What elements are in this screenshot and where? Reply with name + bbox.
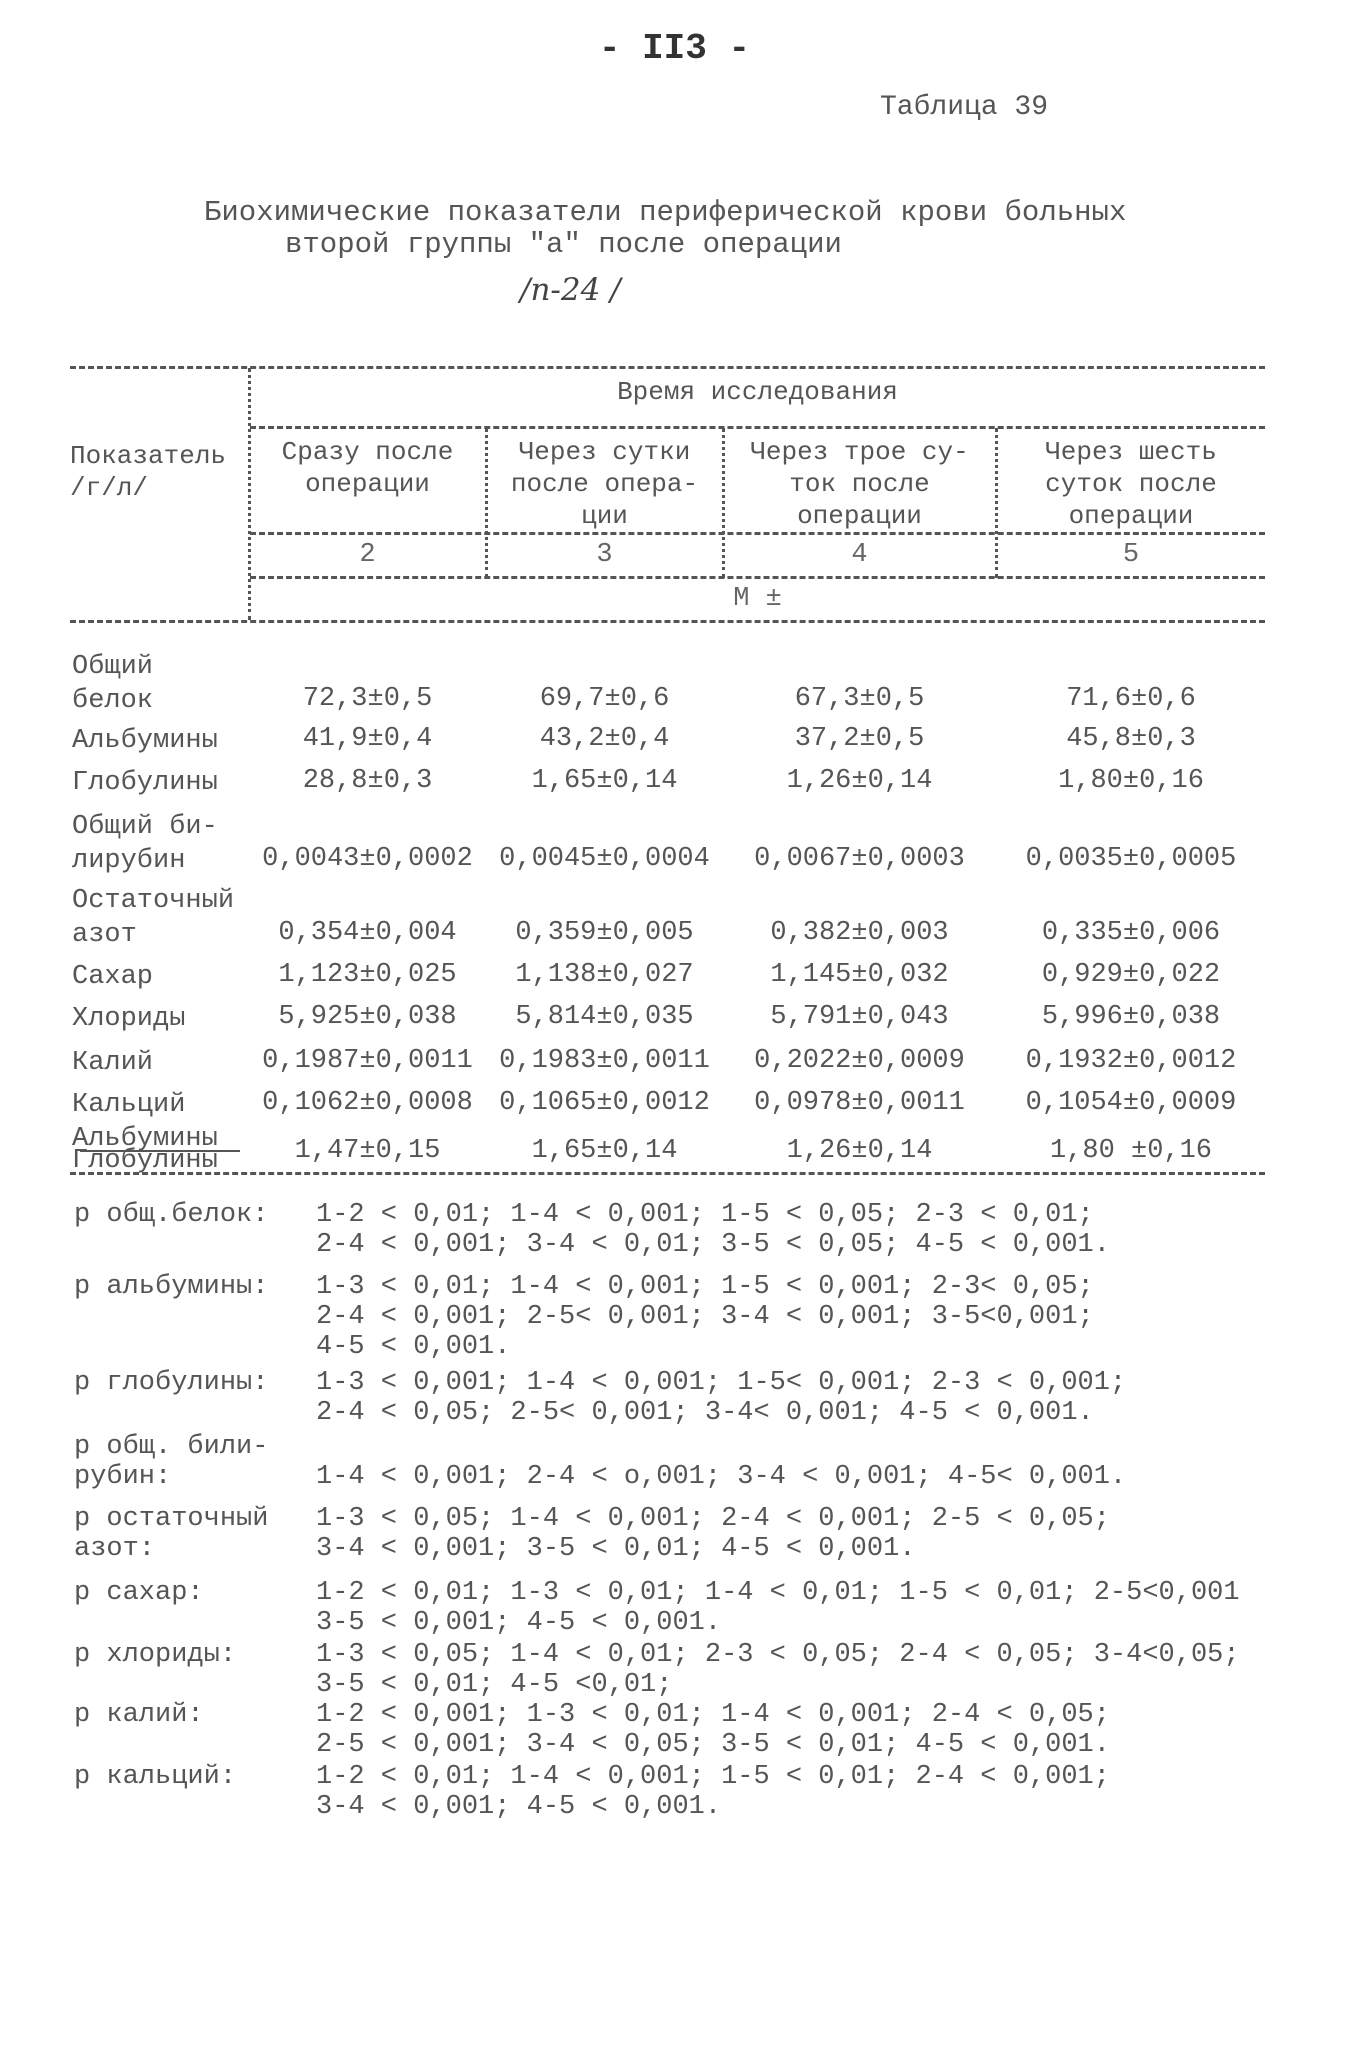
table-cell: 0,0043±0,0002 (262, 844, 473, 874)
p-value-label: р сахар: (74, 1578, 204, 1608)
col-number-5: 5 (1122, 540, 1140, 570)
p-value-label: р общ.белок: (74, 1200, 269, 1230)
row-label: Хлориды (72, 1004, 186, 1034)
sample-size: /n-24 / (520, 272, 621, 308)
table-cell: 1,65±0,14 (531, 1136, 678, 1166)
table-cell: 41,9±0,4 (302, 724, 433, 754)
p-value-label: р калий: (74, 1700, 204, 1730)
table-cell: 71,6±0,6 (1066, 684, 1196, 714)
row-label: Калий (72, 1048, 154, 1078)
table-cell: 1,145±0,032 (770, 960, 949, 990)
col-number-4: 4 (851, 540, 868, 570)
table-cell: 1,138±0,027 (515, 960, 694, 990)
table-cell: 0,0067±0,0003 (754, 844, 965, 874)
table-cell: 1,123±0,025 (278, 960, 457, 990)
table-cell: 5,996±0,038 (1041, 1002, 1221, 1032)
time-group-header: Время исследования (617, 377, 898, 407)
table-cell: 45,8±0,3 (1066, 724, 1196, 754)
header-rule-2 (250, 532, 1265, 535)
p-value-label: р глобулины: (74, 1368, 269, 1398)
row-label: Альбумины Глобулины (72, 1124, 218, 1176)
table-cell: 1,80±0,16 (1058, 766, 1204, 796)
table-cell: 0,354±0,004 (278, 918, 457, 948)
table-cell: 37,2±0,5 (794, 724, 925, 754)
indicator-header: Показатель /г/л/ (70, 441, 227, 503)
table-cell: 0,1065±0,0012 (499, 1088, 710, 1118)
table-cell: 1,47±0,15 (294, 1136, 441, 1166)
header-rule-1 (250, 426, 1265, 429)
table-cell: 0,1932±0,0012 (1025, 1046, 1237, 1076)
row-label: Общий белок (72, 652, 154, 716)
col-header-4: Через трое су- ток после операции (750, 437, 969, 531)
p-value-text: 1-2 < 0,001; 1-3 < 0,01; 1-4 < 0,001; 2-4 < 0,05; 2-5 < 0,001; 3-4 < 0,05; 3-5 < 0,01; 4-5 < 0,001. (316, 1700, 1110, 1760)
col-number-3: 3 (596, 540, 613, 570)
row-label: Альбумины (72, 726, 218, 756)
table-cell: 1,26±0,14 (786, 1136, 933, 1166)
p-value-text: 1-2 < 0,01; 1-4 < 0,001; 1-5 < 0,01; 2-4 < 0,001; 3-4 < 0,001; 4-5 < 0,001. (316, 1762, 1110, 1822)
table-cell: 0,929±0,022 (1041, 960, 1221, 990)
p-value-text: 1-3 < 0,05; 1-4 < 0,01; 2-3 < 0,05; 2-4 < 0,05; 3-4<0,05; 3-5 < 0,01; 4-5 <0,01; (316, 1640, 1240, 1700)
p-value-text: 1-3 < 0,05; 1-4 < 0,001; 2-4 < 0,001; 2-5 < 0,05; 3-4 < 0,001; 3-5 < 0,01; 4-5 < 0,001. (316, 1504, 1110, 1564)
table-cell: 5,925±0,038 (278, 1002, 457, 1032)
row-label: Глобулины (72, 768, 218, 798)
p-value-label: р хлориды: (74, 1640, 237, 1670)
table-cell: 0,0978±0,0011 (754, 1088, 965, 1118)
stat-header: M ± (733, 584, 782, 614)
table-cell: 1,80 ±0,16 (1049, 1136, 1213, 1166)
table-cell: 1,26±0,14 (786, 766, 933, 796)
table-label: Таблица 39 (880, 92, 1049, 123)
col-number-2: 2 (359, 540, 376, 570)
table-cell: 0,1054±0,0009 (1025, 1088, 1237, 1118)
col-header-5: Через шесть суток после операции (1045, 437, 1217, 531)
table-cell: 28,8±0,3 (302, 766, 433, 796)
p-value-text: 1-3 < 0,001; 1-4 < 0,001; 1-5< 0,001; 2-3 < 0,001; 2-4 < 0,05; 2-5< 0,001; 3-4< 0,001; 4-5 < 0,001. (316, 1368, 1127, 1428)
table-cell: 0,1983±0,0011 (499, 1046, 710, 1076)
col-header-3: Через сутки после опера- ции (510, 437, 699, 531)
table-cell: 5,814±0,035 (515, 1002, 694, 1032)
table-cell: 0,359±0,005 (515, 918, 694, 948)
header-rule-3 (250, 576, 1265, 579)
table-title-line2: второй группы "а" после операции (285, 228, 842, 261)
header-bottom-rule (70, 620, 1265, 623)
table-cell: 0,1987±0,0011 (262, 1046, 473, 1076)
table-cell: 0,0035±0,0005 (1025, 844, 1237, 874)
table-bottom-rule (70, 1172, 1265, 1175)
row-label: Кальций (72, 1090, 186, 1120)
fraction-bar (80, 1150, 240, 1152)
col-header-2: Сразу после операции (281, 437, 454, 499)
table-cell: 1,65±0,14 (531, 766, 678, 796)
table-cell: 0,335±0,006 (1041, 918, 1221, 948)
table-cell: 0,2022±0,0009 (754, 1046, 965, 1076)
row-label: Сахар (72, 962, 154, 992)
table-cell: 0,1062±0,0008 (262, 1088, 473, 1118)
row-label: Общий би- лирубин (72, 812, 218, 876)
p-value-text: 1-2 < 0,01; 1-3 < 0,01; 1-4 < 0,01; 1-5 < 0,01; 2-5<0,001 3-5 < 0,001; 4-5 < 0,001. (316, 1578, 1240, 1638)
table-cell: 0,0045±0,0004 (499, 844, 710, 874)
table-cell: 43,2±0,4 (539, 724, 670, 754)
table-cell: 67,3±0,5 (794, 684, 925, 714)
table-cell: 72,3±0,5 (302, 684, 433, 714)
p-value-label: р кальций: (74, 1762, 237, 1792)
p-value-text: 1-3 < 0,01; 1-4 < 0,001; 1-5 < 0,001; 2-3< 0,05; 2-4 < 0,001; 2-5< 0,001; 3-4 < 0,001; 3-5<0,001; 4-5 < 0,001. (316, 1272, 1094, 1362)
table-cell: 0,382±0,003 (770, 918, 949, 948)
page-number: - II3 - (598, 28, 751, 69)
p-value-text: 1-4 < 0,001; 2-4 < o,001; 3-4 < 0,001; 4-5< 0,001. (316, 1462, 1127, 1492)
p-value-label: р остаточный азот: (74, 1504, 269, 1564)
table-cell: 5,791±0,043 (770, 1002, 949, 1032)
p-value-label: р альбумины: (74, 1272, 269, 1302)
p-value-text: 1-2 < 0,01; 1-4 < 0,001; 1-5 < 0,05; 2-3 < 0,01; 2-4 < 0,001; 3-4 < 0,01; 3-5 < 0,05; 4-5 < 0,001. (316, 1200, 1110, 1260)
p-value-label: р общ. били- рубин: (74, 1432, 269, 1492)
table-title-line1: Биохимические показатели периферической крови больных (204, 196, 1127, 229)
table-cell: 69,7±0,6 (539, 684, 670, 714)
row-label: Остаточный азот (72, 886, 235, 950)
